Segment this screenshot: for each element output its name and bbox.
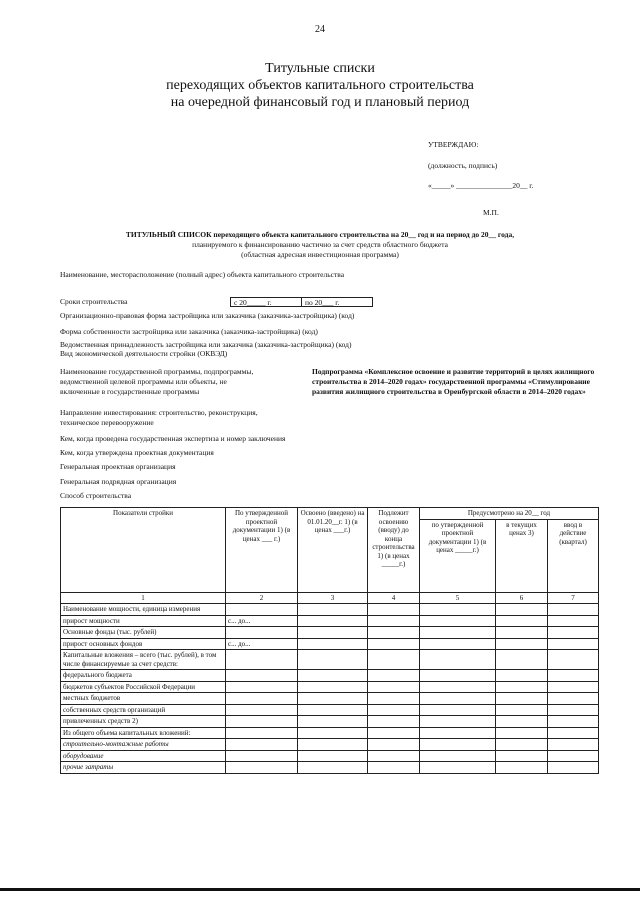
header-planned-commission: ввод в действие (квартал) [548, 519, 599, 592]
row-cell [226, 739, 298, 751]
row-cell [368, 638, 420, 650]
row-cell [496, 750, 548, 762]
col-number: 2 [226, 592, 298, 604]
approve-date: «_____» _______________20__ г. [428, 181, 534, 190]
header-planned-approved: по утвержденной проектной документации 1) (в ценах _____г.) [420, 519, 496, 592]
row-cell [420, 604, 496, 616]
header-approved: По утвержденной проектной документации 1) (в ценах ___ г.) [226, 508, 298, 593]
ownership-field: Форма собственности застройщика или заказчика (заказчика-застройщика) (код) [60, 327, 318, 336]
row-cell [496, 604, 548, 616]
row-label: местных бюджетов [61, 693, 226, 705]
table-row [61, 670, 599, 682]
method-field: Способ строительства [60, 491, 132, 500]
row-cell [548, 627, 599, 639]
gen-contractor-field: Генеральная подрядная организация [60, 477, 177, 486]
expertise-field: Кем, когда проведена государственная экспертиза и номер заключения [60, 434, 286, 443]
row-cell [226, 604, 298, 616]
row-cell [496, 650, 548, 670]
row-cell [298, 716, 368, 728]
row-cell [368, 762, 420, 774]
row-cell [496, 670, 548, 682]
row-cell [368, 716, 420, 728]
terms-from-box: с 20_____ г. [230, 297, 302, 307]
row-cell [226, 681, 298, 693]
row-cell [548, 604, 599, 616]
row-label: привлеченных средств 2) [61, 716, 226, 728]
row-cell [368, 750, 420, 762]
terms-to-box: по 20___ г. [301, 297, 373, 307]
title-line-3: на очередной финансовый год и плановый период [170, 95, 470, 110]
name-location-field: Наименование, месторасположение (полный адрес) объекта капитального строительства [60, 270, 345, 279]
row-cell [548, 681, 599, 693]
row-cell [368, 627, 420, 639]
row-label: Из общего объема капитальных вложений: [61, 727, 226, 739]
row-cell [226, 762, 298, 774]
header-planned-current: в текущих ценах 3) [496, 519, 548, 592]
row-cell [226, 727, 298, 739]
header-planned: Предусмотрено на 20__ год [420, 508, 599, 520]
col-number: 7 [548, 592, 599, 604]
row-cell [368, 727, 420, 739]
header-indicators: Показатели стройки [61, 508, 226, 593]
title-line-2: переходящих объектов капитального строительства [166, 78, 474, 93]
page-number: 24 [315, 24, 325, 35]
row-cell [548, 704, 599, 716]
row-cell [298, 704, 368, 716]
program-value: Подпрограмма «Комплексное освоение и развитие территорий в целях жилищного строительства в 2014–2020 годах» государственной программы «Стимулирование развития жилищного строительства в Оренбургской области в 2014–2020 годах» [312, 367, 595, 396]
row-label: прирост мощности [61, 615, 226, 627]
table-row [61, 650, 599, 670]
row-cell [298, 762, 368, 774]
col-number: 4 [368, 592, 420, 604]
row-cell [420, 762, 496, 774]
row-cell [298, 670, 368, 682]
row-cell: с... до... [226, 615, 298, 627]
table-row [61, 693, 599, 705]
table-row [61, 716, 599, 728]
indicators-table [60, 507, 599, 774]
org-form-field: Организационно-правовая форма застройщика или заказчика (заказчика-застройщика) (код) [60, 311, 355, 320]
row-cell [420, 750, 496, 762]
table-row [61, 681, 599, 693]
row-cell [496, 681, 548, 693]
row-cell [420, 638, 496, 650]
row-cell [298, 739, 368, 751]
row-cell [548, 739, 599, 751]
row-cell [496, 716, 548, 728]
row-cell [548, 716, 599, 728]
row-label: Основные фонды (тыс. рублей) [61, 627, 226, 639]
title-line-1: Титульные списки [265, 61, 375, 76]
list-title-line-2: планируемого к финансированию частично за счет средств областного бюджета [192, 240, 448, 249]
row-cell [496, 693, 548, 705]
header-to-master: Подлежит освоению (вводу) до конца строительства 1) (в ценах _____г.) [368, 508, 420, 593]
table-row [61, 638, 599, 650]
row-cell [226, 650, 298, 670]
row-cell [226, 693, 298, 705]
table-row [61, 762, 599, 774]
row-cell [548, 650, 599, 670]
program-label: Наименование государственной программы, подпрограммы, ведомственной целевой программы или объекты, не включенные в государственные программы [60, 367, 254, 396]
row-label: прочие затраты [61, 762, 226, 774]
row-cell [368, 704, 420, 716]
row-cell [368, 693, 420, 705]
row-cell [496, 704, 548, 716]
row-cell [226, 704, 298, 716]
row-label: бюджетов субъектов Российской Федерации [61, 681, 226, 693]
table-row [61, 627, 599, 639]
row-cell [298, 627, 368, 639]
header-mastered: Освоено (введено) на 01.01.20__г. 1) (в ценах ___г.) [298, 508, 368, 593]
row-cell [496, 615, 548, 627]
column-number-row [61, 592, 599, 604]
row-cell [496, 638, 548, 650]
row-cell [496, 727, 548, 739]
row-label: оборудование [61, 750, 226, 762]
stamp-placeholder: М.П. [483, 208, 499, 217]
list-title-line-1: ТИТУЛЬНЫЙ СПИСОК переходящего объекта капитального строительства на 20__ год и на период до 20__ года, [125, 230, 515, 239]
row-cell [548, 750, 599, 762]
table-body [61, 604, 599, 774]
row-cell [548, 670, 599, 682]
row-cell [226, 750, 298, 762]
col-number: 1 [61, 592, 226, 604]
row-cell [298, 638, 368, 650]
row-cell [298, 615, 368, 627]
row-cell [420, 727, 496, 739]
row-cell [548, 727, 599, 739]
row-cell: с... до... [226, 638, 298, 650]
row-cell [226, 716, 298, 728]
row-cell [298, 604, 368, 616]
list-title-line-3: (областная адресная инвестиционная программа) [241, 250, 399, 259]
row-cell [298, 693, 368, 705]
row-cell [496, 627, 548, 639]
row-cell [420, 670, 496, 682]
gen-design-field: Генеральная проектная организация [60, 462, 176, 471]
row-cell [298, 681, 368, 693]
row-cell [420, 716, 496, 728]
row-cell [496, 739, 548, 751]
footer-rule [0, 888, 640, 891]
row-cell [368, 604, 420, 616]
row-label: строительно-монтажные работы [61, 739, 226, 751]
col-number: 5 [420, 592, 496, 604]
row-cell [496, 762, 548, 774]
row-cell [548, 638, 599, 650]
table-row [61, 604, 599, 616]
approve-heading: УТВЕРЖДАЮ: [428, 140, 479, 149]
row-cell [368, 615, 420, 627]
col-number: 3 [298, 592, 368, 604]
row-cell [298, 750, 368, 762]
row-label: собственных средств организаций [61, 704, 226, 716]
row-cell [226, 627, 298, 639]
approved-docs-field: Кем, когда утверждена проектная документация [60, 448, 214, 457]
row-cell [420, 739, 496, 751]
row-cell [420, 704, 496, 716]
row-label: федерального бюджета [61, 670, 226, 682]
table-row [61, 750, 599, 762]
row-cell [548, 693, 599, 705]
row-cell [420, 693, 496, 705]
row-label: Наименование мощности, единица измерения [61, 604, 226, 616]
header-row [61, 508, 599, 520]
col-number: 6 [496, 592, 548, 604]
row-cell [420, 650, 496, 670]
row-label: прирост основных фондов [61, 638, 226, 650]
row-cell [420, 681, 496, 693]
okved-field: Вид экономической деятельности стройки (ОКВЭД) [60, 349, 228, 358]
table-row [61, 727, 599, 739]
row-label: Капитальные вложения – всего (тыс. рублей), в том числе финансируемые за счет средств: [61, 650, 226, 670]
row-cell [368, 681, 420, 693]
affiliation-field: Ведомственная принадлежность застройщика или заказчика (заказчика-застройщика) (код) [60, 340, 352, 349]
list-title [60, 230, 580, 260]
direction-field: Направление инвестирования: строительство, реконструкция, техническое перевооружение [60, 408, 258, 427]
approve-position: (должность, подпись) [428, 161, 498, 170]
row-cell [420, 615, 496, 627]
table-row [61, 615, 599, 627]
row-cell [548, 762, 599, 774]
row-cell [226, 670, 298, 682]
row-cell [548, 615, 599, 627]
row-cell [368, 739, 420, 751]
row-cell [298, 650, 368, 670]
table-row [61, 704, 599, 716]
terms-label: Сроки строительства [60, 297, 128, 306]
table-row [61, 739, 599, 751]
row-cell [368, 670, 420, 682]
row-cell [420, 627, 496, 639]
document-title [80, 60, 560, 111]
row-cell [298, 727, 368, 739]
row-cell [368, 650, 420, 670]
